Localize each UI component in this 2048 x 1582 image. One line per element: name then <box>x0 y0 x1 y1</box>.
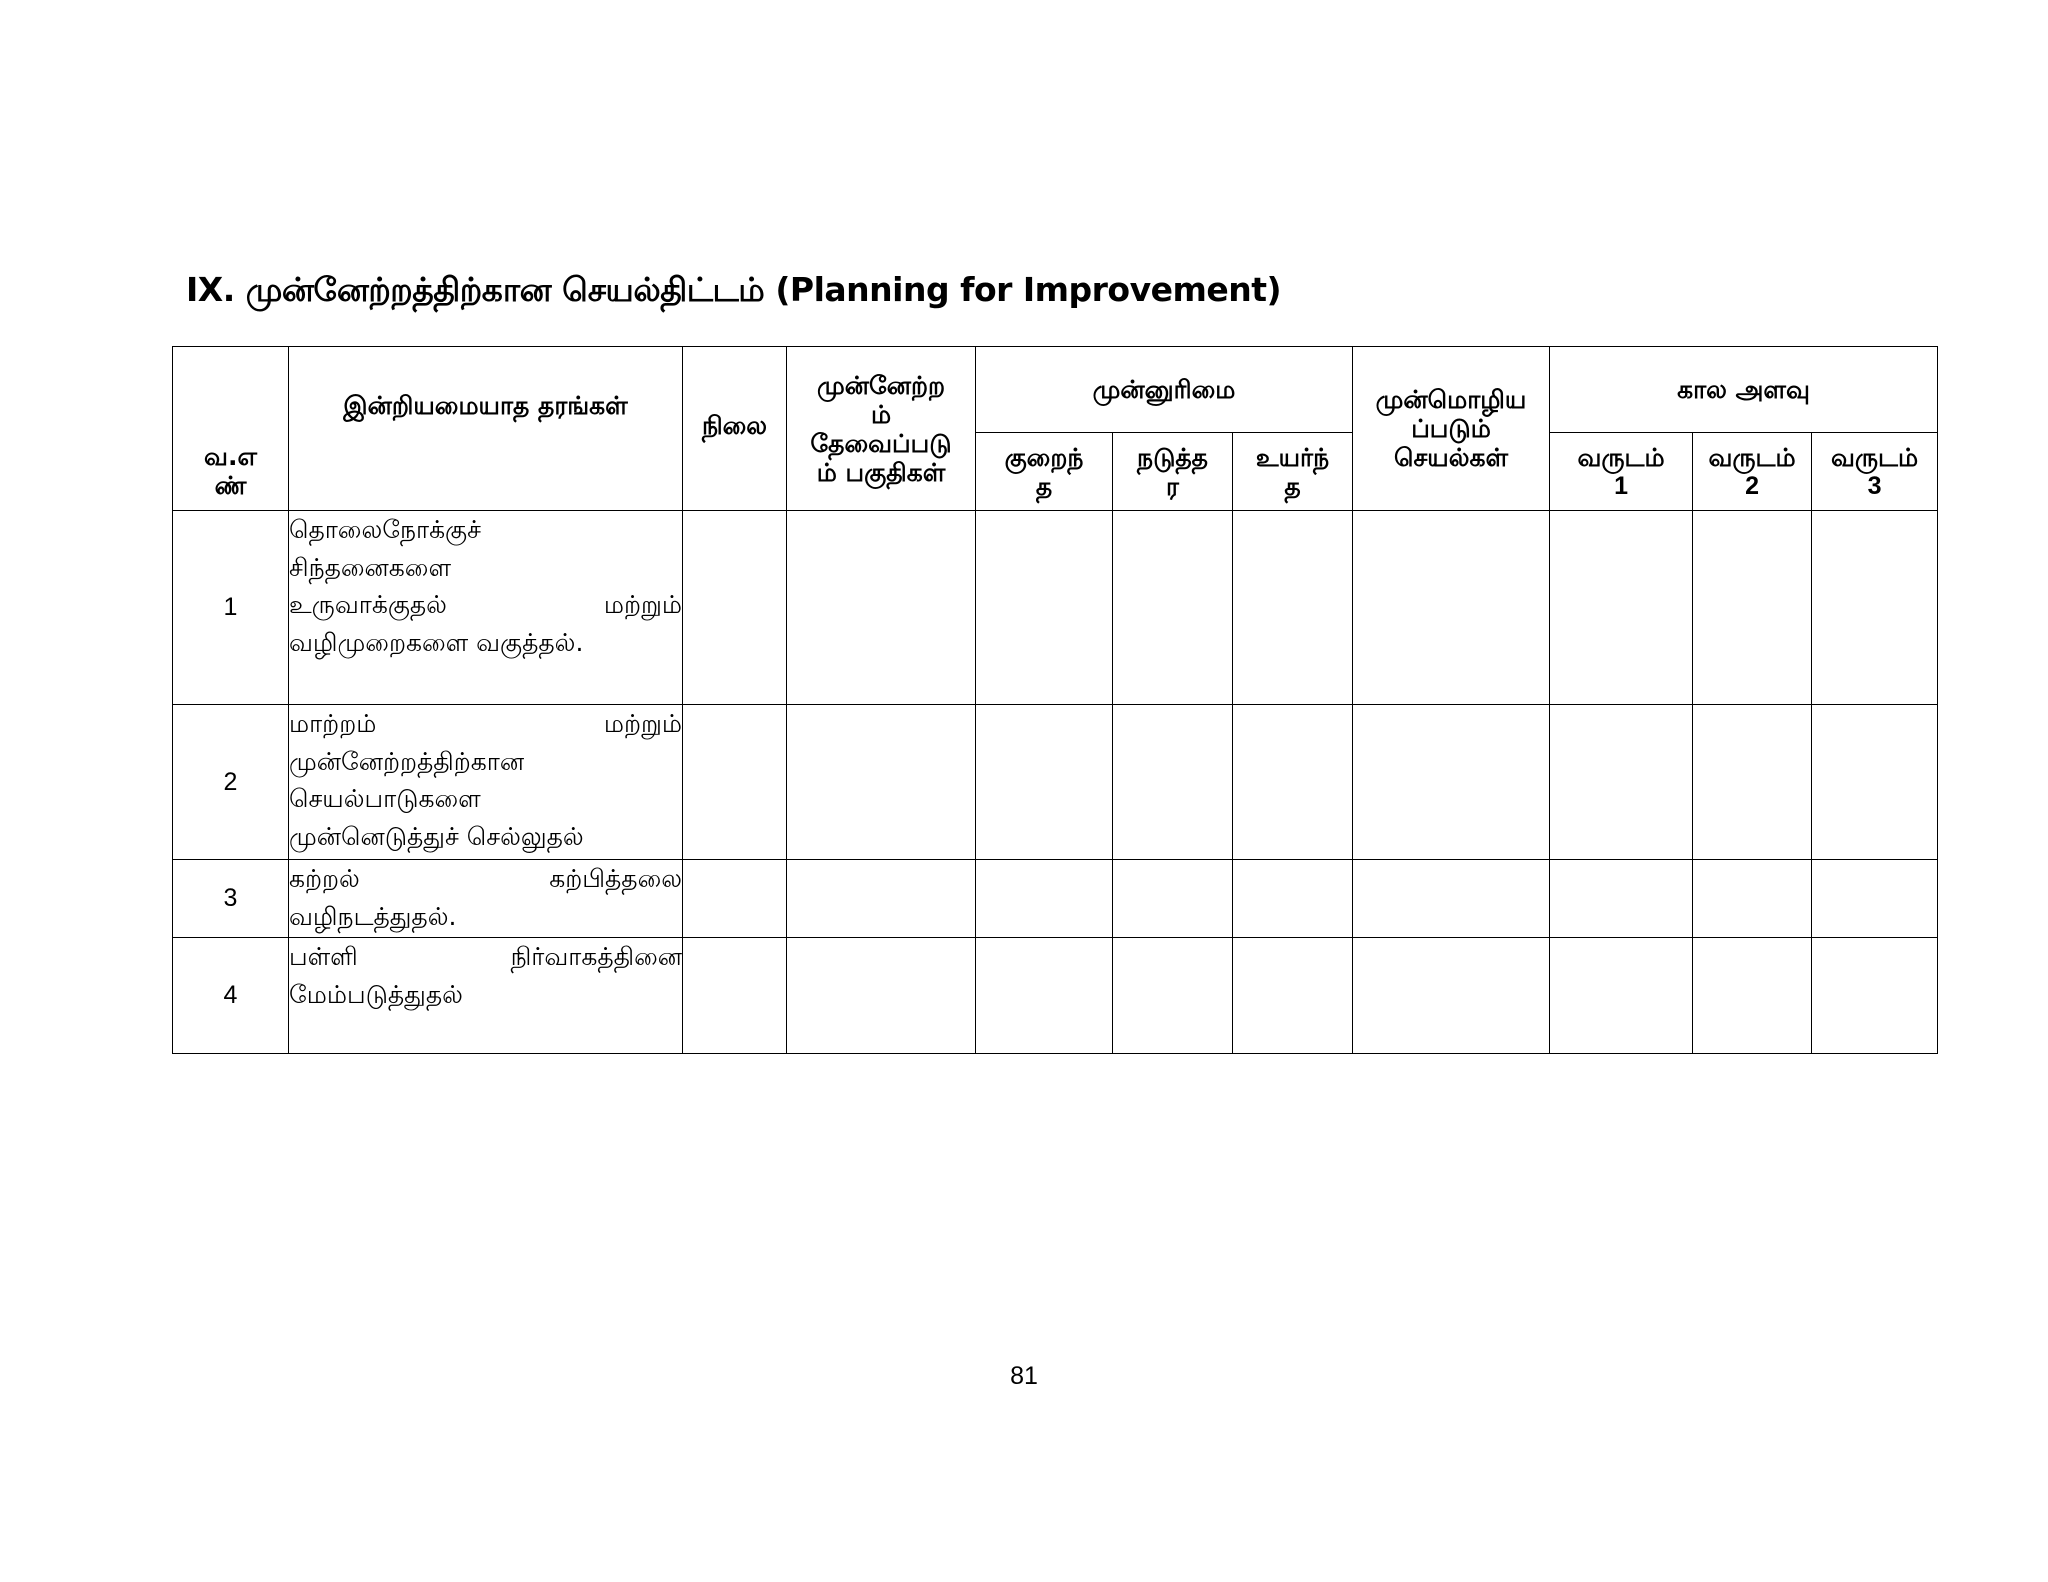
year-2-cell <box>1693 860 1812 938</box>
page-title: IX. முன்னேற்றத்திற்கான செயல்திட்டம் (Planning for Improvement) <box>186 270 1282 309</box>
priority-high-cell <box>1233 860 1353 938</box>
year-1-cell <box>1550 860 1693 938</box>
table-row <box>173 705 1938 860</box>
row-number: 2 <box>173 705 289 860</box>
status-header: நிலை <box>683 347 787 511</box>
essential-standards-header: இன்றியமையாத தரங்கள் <box>289 347 683 511</box>
year-3-cell <box>1812 705 1938 860</box>
priority-medium-cell <box>1113 938 1233 1054</box>
areas-cell <box>787 938 976 1054</box>
row-number: 3 <box>173 860 289 938</box>
priority-high-cell <box>1233 705 1353 860</box>
year-1-header: வருடம் 1 <box>1550 433 1693 511</box>
status-cell <box>683 705 787 860</box>
year-3-cell <box>1812 938 1938 1054</box>
priority-high-cell <box>1233 938 1353 1054</box>
year-3-header: வருடம் 3 <box>1812 433 1938 511</box>
areas-cell <box>787 705 976 860</box>
year-1-cell <box>1550 938 1693 1054</box>
standard-description: மாற்றம் மற்றும் முன்னேற்றத்திற்கான செயல்பாடுகளை முன்னெடுத்துச் செல்லுதல் <box>289 705 683 860</box>
priority-medium-cell <box>1113 511 1233 705</box>
year-2-header: வருடம் 2 <box>1693 433 1812 511</box>
priority-header: முன்னுரிமை <box>976 347 1353 433</box>
year-2-cell <box>1693 938 1812 1054</box>
priority-low-cell <box>976 938 1113 1054</box>
areas-cell <box>787 511 976 705</box>
year-2-cell <box>1693 511 1812 705</box>
status-cell <box>683 860 787 938</box>
proposed-actions-cell <box>1353 511 1550 705</box>
proposed-actions-cell <box>1353 705 1550 860</box>
page-number: 81 <box>1010 1362 1038 1390</box>
serial-number-header: வ.எ ண் <box>173 347 289 511</box>
year-2-cell <box>1693 705 1812 860</box>
standard-description: தொலைநோக்குச் சிந்தனைகளை உருவாக்குதல் மற்றும் வழிமுறைகளை வகுத்தல். <box>289 511 683 705</box>
areas-cell <box>787 860 976 938</box>
proposed-actions-cell <box>1353 938 1550 1054</box>
table-row <box>173 938 1938 1054</box>
year-3-cell <box>1812 860 1938 938</box>
row-number: 4 <box>173 938 289 1054</box>
priority-low-cell <box>976 705 1113 860</box>
priority-low-header: குறைந் த <box>976 433 1113 511</box>
improvement-plan-table <box>172 346 1938 1054</box>
priority-high-header: உயர்ந் த <box>1233 433 1353 511</box>
table-row <box>173 860 1938 938</box>
year-1-cell <box>1550 705 1693 860</box>
priority-high-cell <box>1233 511 1353 705</box>
proposed-actions-header: முன்மொழிய ப்படும் செயல்கள் <box>1353 347 1550 511</box>
standard-description: கற்றல் கற்பித்தலை வழிநடத்துதல். <box>289 860 683 938</box>
priority-low-cell <box>976 860 1113 938</box>
standard-description: பள்ளி நிர்வாகத்தினை மேம்படுத்துதல் <box>289 938 683 1054</box>
duration-header: கால அளவு <box>1550 347 1938 433</box>
priority-low-cell <box>976 511 1113 705</box>
improvement-areas-header: முன்னேற்ற ம் தேவைப்படு ம் பகுதிகள் <box>787 347 976 511</box>
priority-medium-cell <box>1113 860 1233 938</box>
priority-medium-header: நடுத்த ர <box>1113 433 1233 511</box>
proposed-actions-cell <box>1353 860 1550 938</box>
status-cell <box>683 511 787 705</box>
year-1-cell <box>1550 511 1693 705</box>
row-number: 1 <box>173 511 289 705</box>
year-3-cell <box>1812 511 1938 705</box>
status-cell <box>683 938 787 1054</box>
priority-medium-cell <box>1113 705 1233 860</box>
table-row <box>173 511 1938 705</box>
